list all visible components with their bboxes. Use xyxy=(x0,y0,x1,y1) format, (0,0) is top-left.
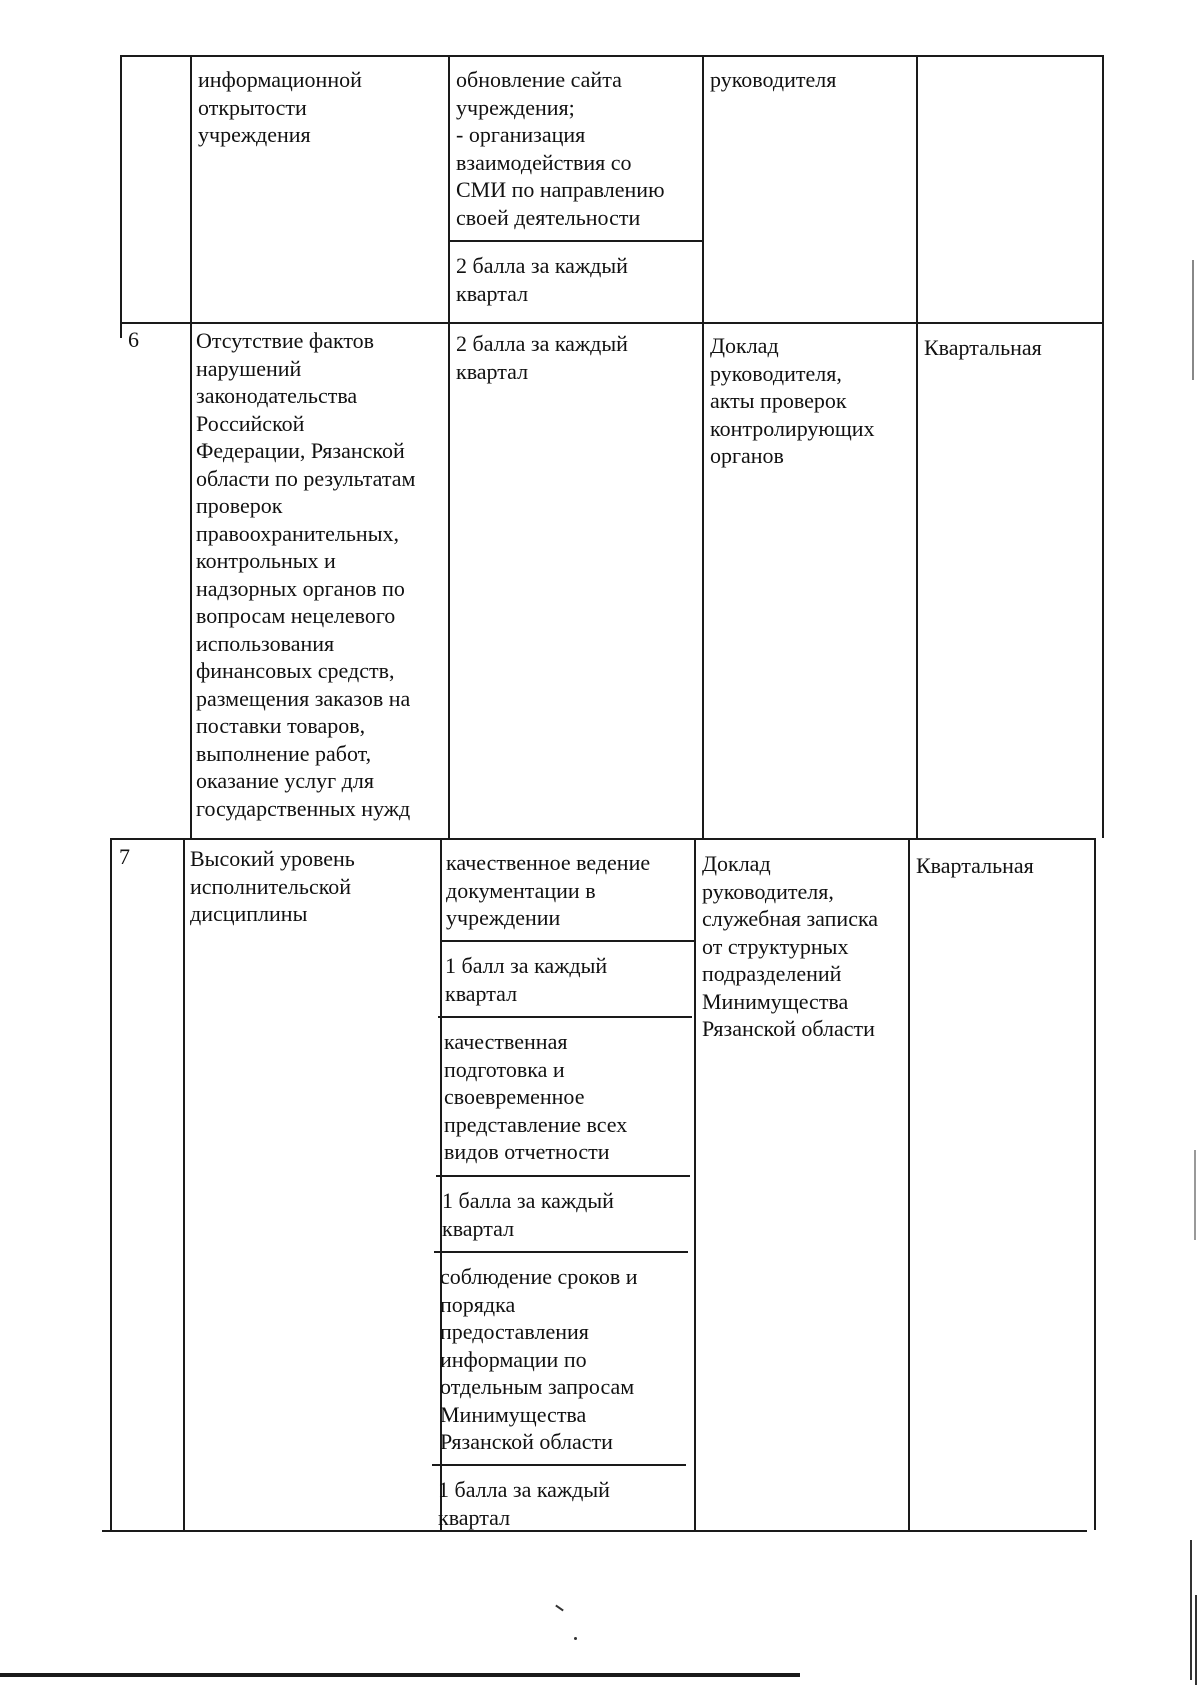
column-border xyxy=(448,55,450,838)
column-border xyxy=(190,55,192,838)
indicator-cell: 2 балла за каждый квартал xyxy=(456,331,628,384)
indicator-divider xyxy=(432,1464,686,1466)
indicator-divider xyxy=(440,940,694,942)
indicator-cell: обновление сайта учреждения; - организация взаимодействия со СМИ по направлению своей деятельности xyxy=(456,67,665,230)
criterion-cell: информационной открытости учреждения xyxy=(198,67,362,147)
scan-right-edge xyxy=(1186,0,1200,1696)
table-top-border xyxy=(120,55,1102,57)
column-border xyxy=(120,55,122,338)
indicator-cell: 2 балла за каждый квартал xyxy=(456,253,628,306)
scan-speck xyxy=(555,1605,564,1612)
criterion-cell: Высокий уровень исполнительской дисциплины xyxy=(190,846,355,926)
indicator-cell: соблюдение сроков и порядка предоставления информации по отдельным запросам Минимущества Рязанской области xyxy=(440,1264,638,1454)
source-cell: руководителя xyxy=(710,67,837,92)
indicator-cell: 1 балл за каждый квартал xyxy=(445,953,608,1006)
indicator-cell: 1 балла за каждый квартал xyxy=(438,1477,610,1530)
periodicity-cell: Квартальная xyxy=(924,335,1042,360)
indicator-cell: качественная подготовка и своевременное представление всех видов отчетности xyxy=(444,1029,628,1164)
criterion-cell: Отсутствие фактов нарушений законодательства Российской Федерации, Рязанской области по результатам проверок правоохранительных, контрольных и надзорных органов по вопросам нецелевого использования финансовых средств, размещения заказов на поставки товаров, выполнение работ, оказание услуг для государственных нужд xyxy=(196,328,416,821)
source-cell: Доклад руководителя, акты проверок контролирующих органов xyxy=(710,333,875,468)
column-border xyxy=(1102,55,1104,838)
row-number: 7 xyxy=(119,844,130,869)
scan-speck xyxy=(574,1637,577,1640)
source-cell: Доклад руководителя, служебная записка от структурных подразделений Минимущества Рязанской области xyxy=(702,851,879,1041)
row-divider xyxy=(110,838,1094,840)
column-border xyxy=(908,838,910,1530)
indicator-divider xyxy=(438,1016,692,1018)
periodicity-cell: Квартальная xyxy=(916,853,1034,878)
indicator-cell: 1 балла за каждый квартал xyxy=(442,1188,614,1241)
row-divider xyxy=(120,322,1102,324)
column-border xyxy=(702,55,704,838)
column-border xyxy=(694,838,696,1530)
column-border xyxy=(110,838,112,1530)
scan-bottom-rule xyxy=(0,1673,800,1677)
column-border xyxy=(916,55,918,838)
column-border xyxy=(1094,838,1096,1530)
indicator-divider xyxy=(448,240,702,242)
indicator-divider xyxy=(434,1251,688,1253)
indicator-cell: качественное ведение документации в учреждении xyxy=(446,850,651,930)
indicator-divider xyxy=(436,1175,690,1177)
row-number: 6 xyxy=(128,327,139,352)
column-border xyxy=(183,838,185,1530)
